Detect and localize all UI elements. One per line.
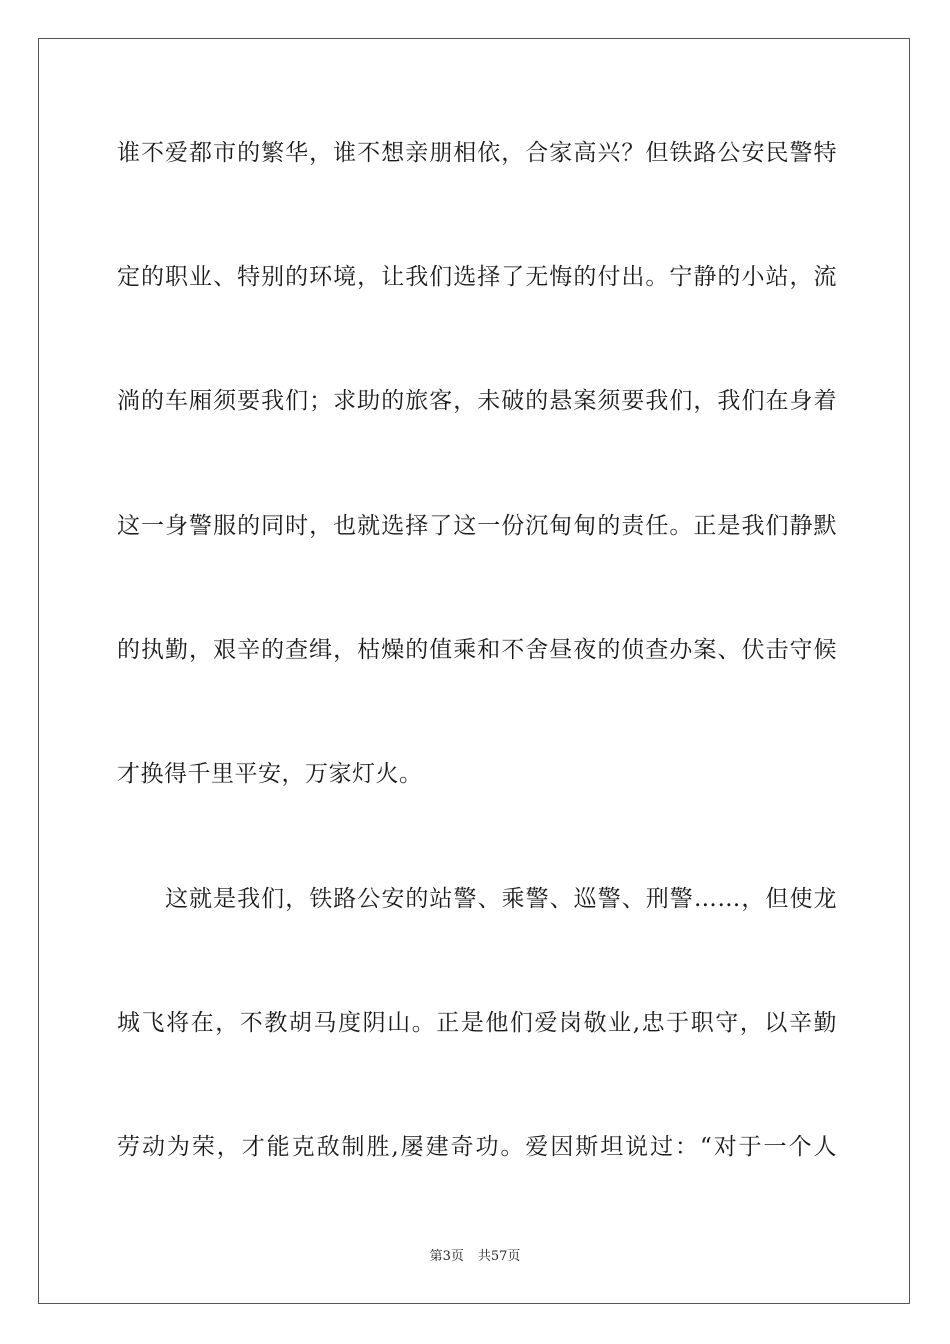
total-pages: 共57页 (477, 1249, 521, 1264)
paragraph-line: 劳动为荣，才能克敌制胜,屡建奇功。爱因斯坦说过：“对于一个人 (117, 1134, 837, 1160)
paragraph-line: 这就是我们，铁路公安的站警、乘警、巡警、刑警……，但使龙 (165, 886, 837, 912)
paragraph-line: 谁不爱都市的繁华，谁不想亲朋相依，合家高兴？但铁路公安民警特 (117, 140, 837, 166)
paragraph-line: 淌的车厢须要我们；求助的旅客，未破的悬案须要我们，我们在身着 (117, 388, 837, 414)
paragraph-line: 定的职业、特别的环境，让我们选择了无悔的付出。宁静的小站，流 (117, 264, 837, 290)
page-footer (0, 1248, 950, 1266)
page-number: 第3页 (429, 1249, 464, 1264)
paragraph-line: 这一身警服的同时，也就选择了这一份沉甸甸的责任。正是我们静默 (117, 513, 837, 539)
paragraph-line: 才换得千里平安，万家灯火。 (117, 761, 423, 787)
paragraph-line: 城飞将在，不教胡马度阴山。正是他们爱岗敬业,忠于职守，以辛勤 (117, 1010, 837, 1036)
page-border (38, 38, 910, 1304)
paragraph-line: 的执勤，艰辛的查缉，枯燥的值乘和不舍昼夜的侦查办案、伏击守候 (117, 637, 837, 663)
